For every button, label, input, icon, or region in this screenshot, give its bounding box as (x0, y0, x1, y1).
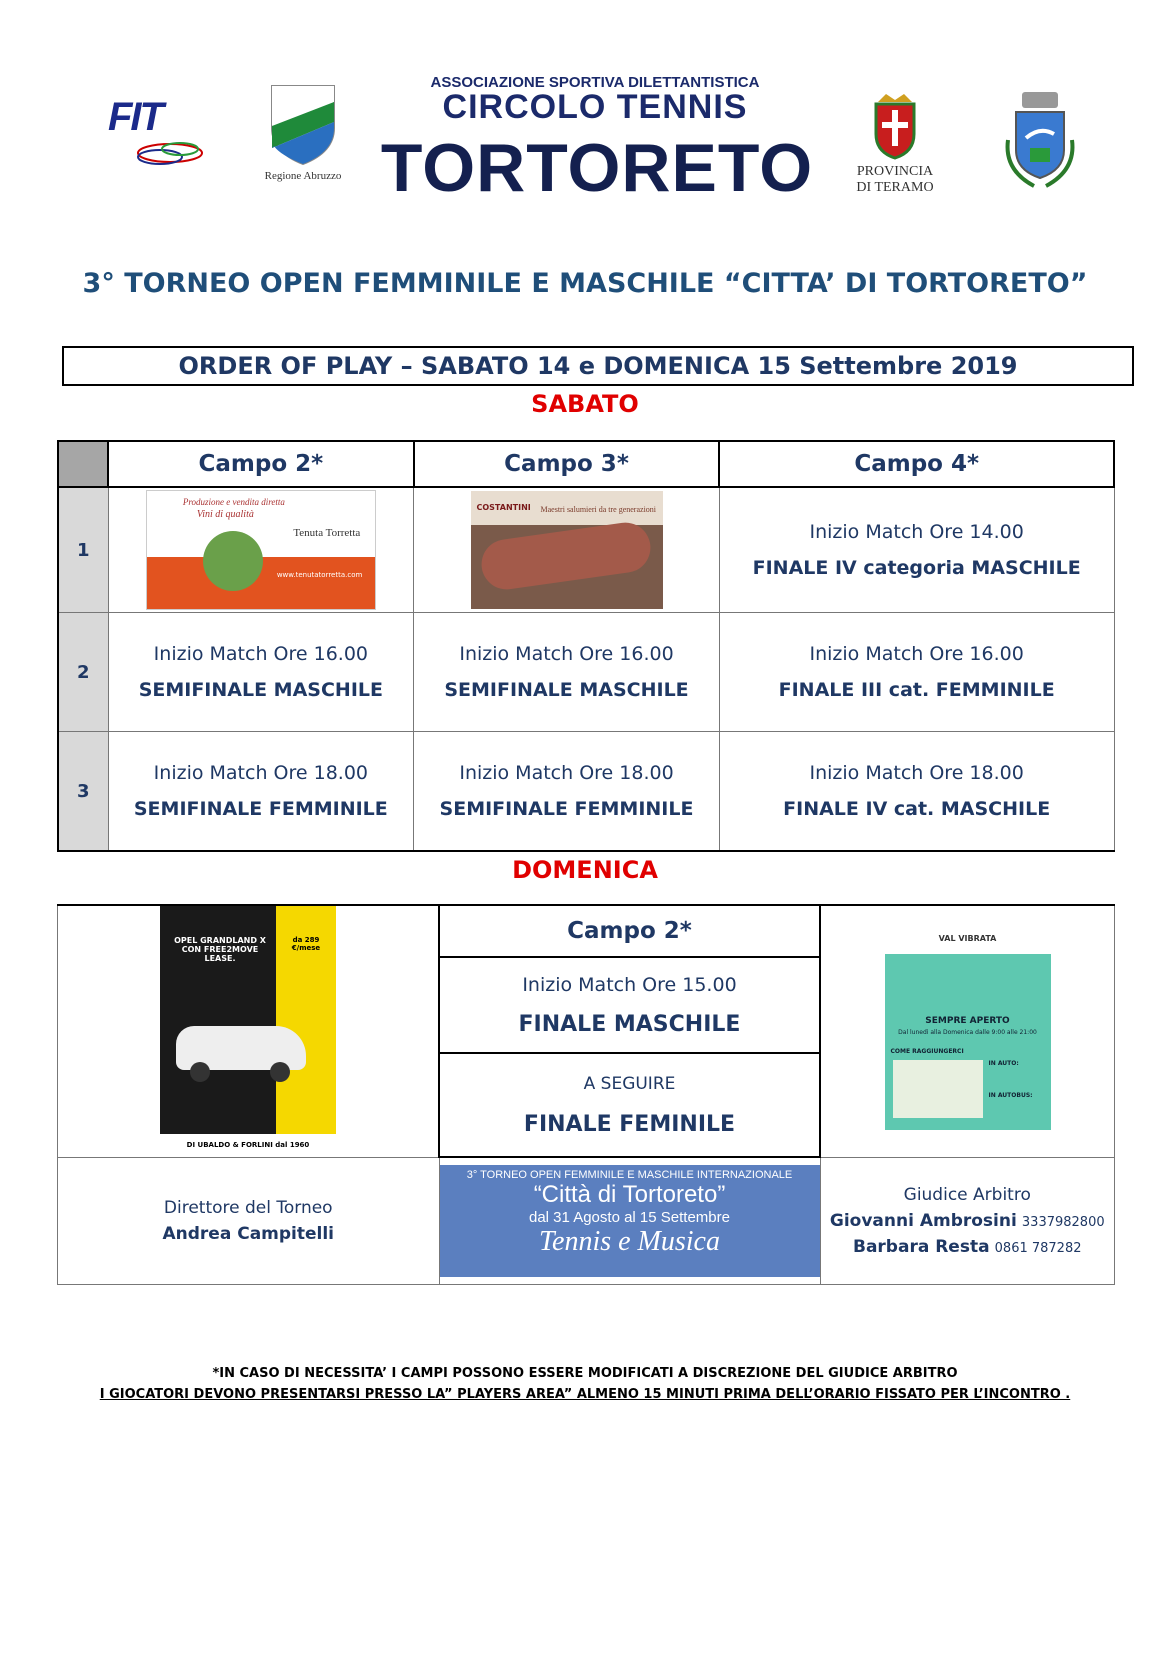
domenica-schedule-table (57, 904, 1115, 1285)
tournament-title: 3° TORNEO OPEN FEMMINILE E MASCHILE “CITTA’ DI TORTORETO” (82, 268, 1088, 299)
valvibrata-ad-cell (820, 905, 1115, 1157)
abruzzo-shield-icon (258, 82, 348, 168)
table-row (58, 613, 1114, 732)
match-event: SEMIFINALE FEMMINILE (439, 798, 694, 820)
map-icon (893, 1060, 983, 1118)
referee1-phone: 3337982800 (1021, 1214, 1105, 1230)
valvibrata-directions: COME RAGGIUNGERCI (890, 1048, 964, 1056)
match-event: FINALE IV categoria MASCHILE (752, 557, 1081, 579)
match-cell (414, 613, 720, 732)
column-header: Campo 3* (414, 441, 720, 487)
comune-tortoreto-logo (1000, 90, 1080, 200)
referee2-phone: 0861 787282 (994, 1240, 1082, 1256)
match-cell (108, 732, 414, 852)
opel-price: da 289 €/mese (291, 936, 321, 953)
director-name: Andrea Campitelli (162, 1223, 335, 1244)
fit-logo (100, 95, 220, 175)
match-time: Inizio Match Ore 16.00 (459, 643, 674, 665)
valvibrata-open: SEMPRE APERTO (925, 1016, 1010, 1027)
match-event: FINALE III cat. FEMMINILE (778, 679, 1055, 701)
match-cell (439, 1053, 820, 1157)
referee-label: Giudice Arbitro (903, 1184, 1031, 1205)
valvibrata-bus: IN AUTOBUS: (988, 1092, 1033, 1100)
fit-logo-text: FIT (108, 95, 162, 139)
costantini-slogan: Maestri salumieri da tre generazioni (540, 505, 657, 514)
match-event: FINALE FEMINILE (523, 1111, 736, 1137)
fit-rings-icon (120, 131, 220, 171)
row-number: 3 (58, 732, 108, 852)
circolo-line: CIRCOLO TENNIS (442, 88, 748, 126)
match-cell (719, 732, 1114, 852)
regione-abruzzo-logo (258, 82, 348, 182)
match-time: Inizio Match Ore 16.00 (153, 643, 368, 665)
corner-cell (58, 441, 108, 487)
match-time: Inizio Match Ore 16.00 (809, 643, 1024, 665)
referee-cell (820, 1157, 1115, 1285)
match-time: Inizio Match Ore 18.00 (459, 762, 674, 784)
valvibrata-ad (885, 908, 1051, 1154)
match-event: FINALE MASCHILE (518, 1011, 741, 1037)
match-cell (108, 613, 414, 732)
sabato-heading: SABATO (531, 390, 639, 418)
court-change-note: *IN CASO DI NECESSITA’ I CAMPI POSSONO ESSERE MODIFICATI A DISCREZIONE DEL GIUDICE ARBITRO (212, 1366, 958, 1381)
comune-crest-icon (1000, 90, 1080, 200)
valvibrata-brand: VAL VIBRATA (938, 934, 997, 944)
banner-line4: Tennis e Musica (539, 1226, 720, 1257)
column-header: Campo 2* (108, 441, 414, 487)
tenuta-torretta-ad (146, 490, 376, 610)
opel-ad-cell (58, 905, 440, 1157)
tournament-banner (440, 1165, 820, 1277)
match-event: FINALE IV cat. MASCHILE (783, 798, 1051, 820)
banner-cell (439, 1157, 820, 1285)
column-header: Campo 4* (719, 441, 1114, 487)
order-of-play-banner: ORDER OF PLAY – SABATO 14 e DOMENICA 15 Settembre 2019 (62, 346, 1134, 386)
row-number: 2 (58, 613, 108, 732)
match-event: SEMIFINALE MASCHILE (138, 679, 383, 701)
regione-abruzzo-label: Regione Abruzzo (264, 170, 342, 182)
banner-line2: “Città di Tortoreto” (533, 1181, 726, 1208)
club-logo-text: TORTORETO (380, 130, 814, 206)
valvibrata-hours: Dal lunedì alla Domenica dalle 9:00 alle 21:00 (898, 1029, 1037, 1037)
row-number: 1 (58, 487, 108, 613)
provincia-teramo-logo (840, 92, 950, 202)
provincia-label-1: PROVINCIA (856, 164, 934, 179)
match-time: A SEGUIRE (583, 1073, 676, 1094)
match-event: SEMIFINALE FEMMINILE (133, 798, 388, 820)
costantini-ad (471, 491, 663, 609)
match-cell (439, 957, 820, 1053)
torretta-line1: Produzione e vendita diretta (182, 497, 285, 507)
match-cell (719, 613, 1114, 732)
opel-ad (160, 906, 336, 1156)
tenuta-torretta-ad-cell (108, 487, 414, 613)
teramo-crest-icon (868, 92, 922, 162)
torretta-name: Tenuta Torretta (293, 527, 361, 539)
banner-line1: 3° TORNEO OPEN FEMMINILE E MASCHILE INTERNAZIONALE (466, 1169, 793, 1181)
match-time: Inizio Match Ore 18.00 (809, 762, 1024, 784)
match-event: SEMIFINALE MASCHILE (444, 679, 689, 701)
players-area-note: I GIOCATORI DEVONO PRESENTARSI PRESSO LA” PLAYERS AREA” ALMENO 15 MINUTI PRIMA DELL’ORARIO FISSATO PER L’INCONTRO . (99, 1387, 1071, 1402)
match-time: Inizio Match Ore 14.00 (809, 521, 1024, 543)
match-time: Inizio Match Ore 15.00 (522, 973, 737, 996)
opel-dealer: DI UBALDO & FORLINI dal 1960 (160, 1134, 336, 1156)
match-cell (719, 487, 1114, 613)
match-time: Inizio Match Ore 18.00 (153, 762, 368, 784)
director-label: Direttore del Torneo (163, 1197, 333, 1218)
referee1-name: Giovanni Ambrosini (829, 1210, 1017, 1231)
costantini-ad-cell (414, 487, 720, 613)
match-cell (414, 732, 720, 852)
table-row (58, 732, 1114, 852)
referee2-name: Barbara Resta (852, 1236, 990, 1257)
banner-line3: dal 31 Agosto al 15 Settembre (529, 1209, 730, 1226)
opel-headline: OPEL GRANDLAND X CON FREE2MOVE LEASE. (174, 936, 266, 964)
costantini-name: COSTANTINI (476, 503, 531, 512)
torretta-url: www.tenutatorretta.com (276, 571, 363, 579)
sabato-schedule-table (57, 440, 1115, 852)
provincia-label-2: DI TERAMO (856, 180, 934, 195)
association-line: ASSOCIAZIONE SPORTIVA DILETTANTISTICA (430, 74, 760, 91)
domenica-heading: DOMENICA (512, 856, 658, 884)
director-cell (58, 1157, 440, 1285)
valvibrata-car: IN AUTO: (988, 1060, 1019, 1068)
torretta-line2: Vini di qualità (196, 509, 254, 520)
domenica-column-header: Campo 2* (439, 905, 820, 957)
table-row (58, 487, 1114, 613)
